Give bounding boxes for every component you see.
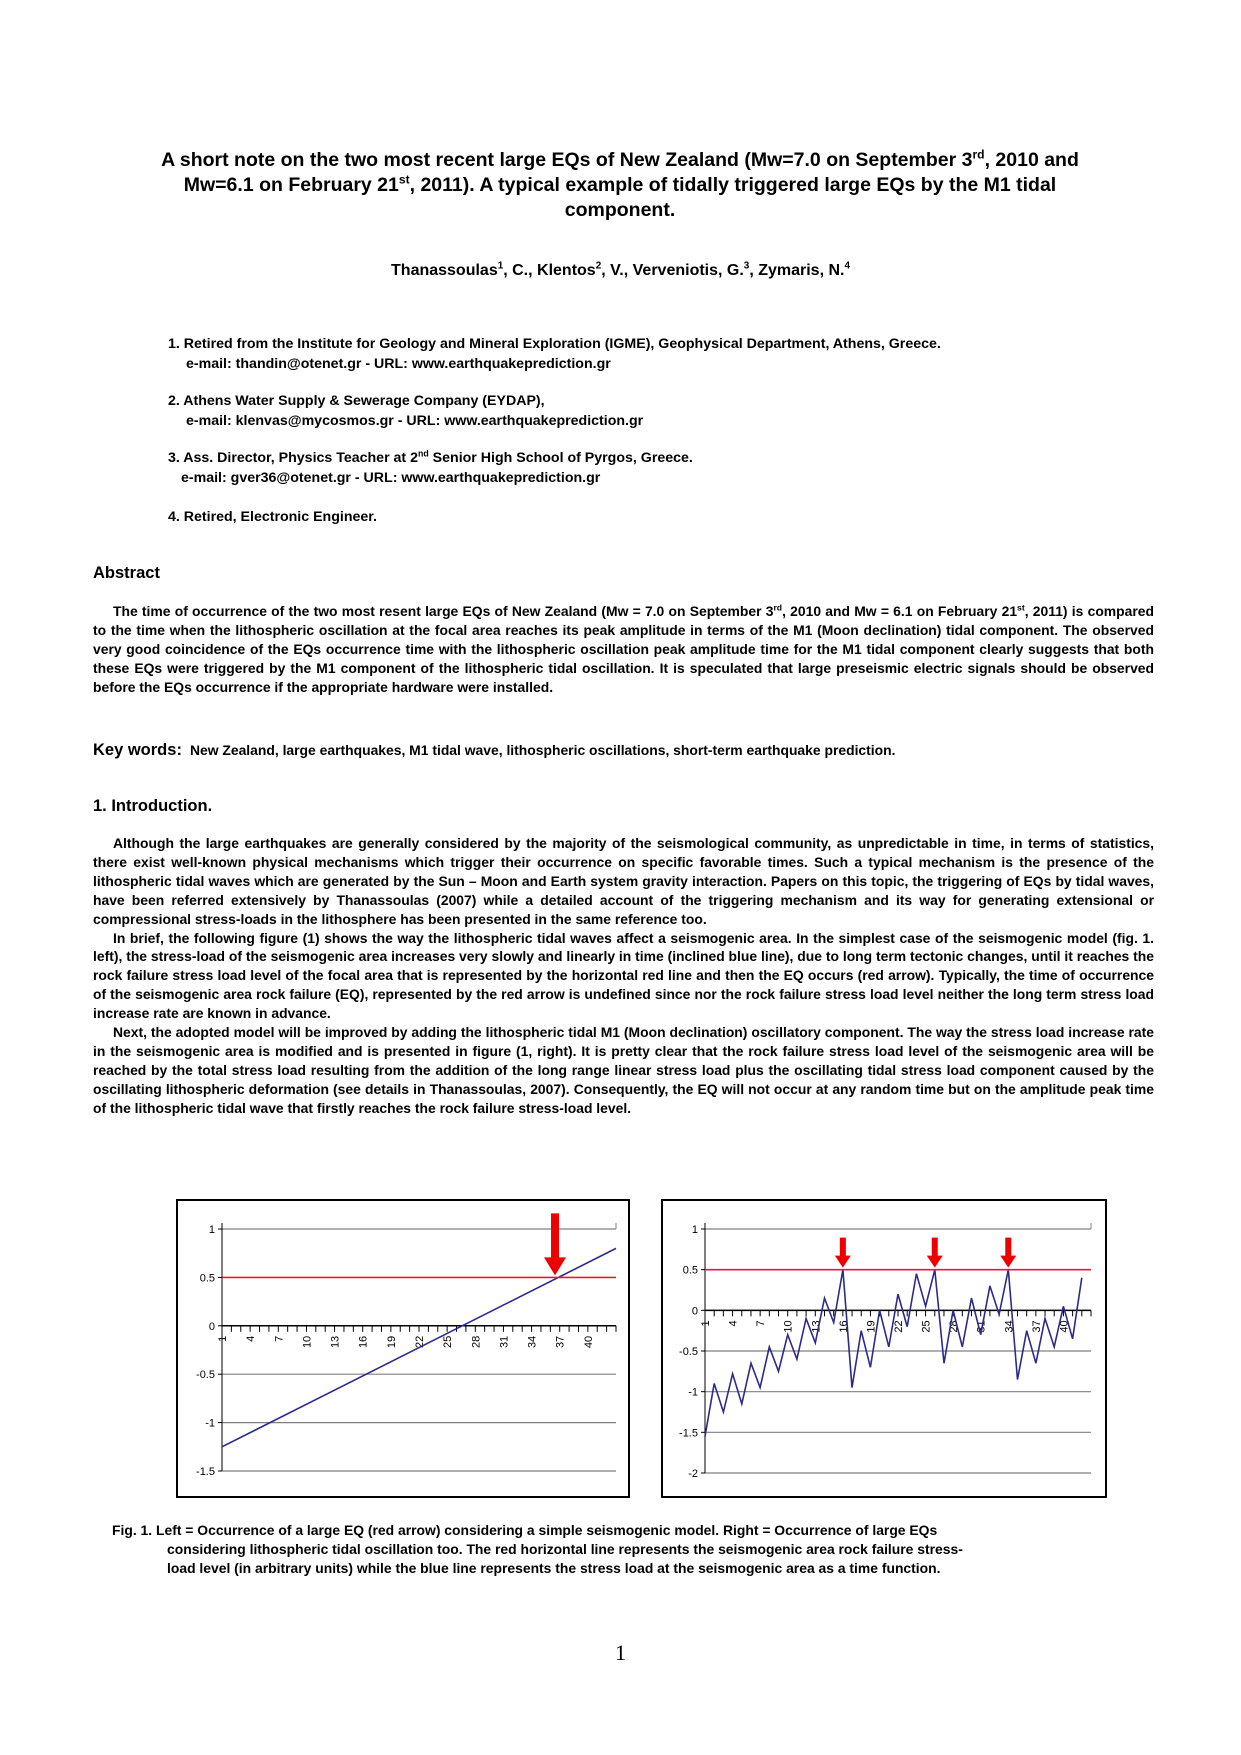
chart-left xyxy=(178,1201,628,1496)
x-tick-label: 28 xyxy=(948,1320,961,1333)
x-tick-label: 34 xyxy=(526,1335,539,1349)
x-tick-label: 19 xyxy=(865,1320,878,1333)
title-line-2: Mw=6.1 on February 21st, 2011). A typical example of tidally triggered large EQs by the M1 tidal xyxy=(183,172,1057,196)
x-tick-label: 4 xyxy=(245,1335,258,1342)
x-tick-label: 7 xyxy=(273,1335,286,1342)
title-line-1: A short note on the two most recent large EQs of New Zealand (Mw=7.0 on September 3rd, 2010 and xyxy=(161,147,1079,171)
y-tick-label: 1 xyxy=(691,1224,698,1236)
eq-arrow-1 xyxy=(544,1213,566,1275)
x-tick-label: 31 xyxy=(498,1335,511,1349)
title-line-3: component. xyxy=(564,199,676,221)
keywords-label: Key words: xyxy=(93,741,182,759)
x-tick-label: 28 xyxy=(470,1335,483,1349)
y-tick-label: -2 xyxy=(688,1468,698,1480)
affiliation-1: 1. Retired from the Institute for Geology and Mineral Exploration (IGME), Geophysical Department, Athens, Greece. e-mail: thandin@otenet.gr - URL: www.earthquakeprediction.gr xyxy=(168,334,1128,374)
y-tick-label: 1 xyxy=(208,1224,215,1236)
affiliation-2-contact[interactable]: e-mail: klenvas@mycosmos.gr - URL: www.earthquakeprediction.gr xyxy=(186,413,644,429)
page-number: 1 xyxy=(615,1640,626,1665)
affiliation-2: 2. Athens Water Supply & Sewerage Company (EYDAP), e-mail: klenvas@mycosmos.gr - URL: www.earthquakeprediction.gr xyxy=(168,391,1128,431)
introduction-heading: 1. Introduction. xyxy=(93,797,213,815)
x-tick-label: 16 xyxy=(357,1335,370,1349)
intro-paragraph-1: Although the large earthquakes are generally considered by the majority of the seismological community, as unpredictable in time, in terms of statistics, there exist well-known physical mechanisms which trigger their occurrence on specific favorable times. Such a typical mechanism is the presence of the lithospheric tidal waves which are generated by the Sun – Moon and Earth system gravity interaction. Papers on this topic, the triggering of EQs by tidal waves, have been referred extensively by Thanassoulas (2007) while a detailed account of the triggering mechanism and its way for generating extensional or compressional stress-loads in the lithosphere has been presented in the same reference too. xyxy=(93,835,1154,927)
stress-load-line xyxy=(705,1270,1082,1437)
y-tick-label: -1 xyxy=(205,1417,215,1430)
keywords-text: New Zealand, large earthquakes, M1 tidal wave, lithospheric oscillations, short-term earthquake prediction. xyxy=(189,742,896,758)
x-tick-label: 40 xyxy=(1058,1320,1071,1333)
abstract-heading: Abstract xyxy=(93,564,160,582)
x-tick-label: 34 xyxy=(1003,1320,1016,1333)
x-tick-label: 19 xyxy=(385,1335,398,1349)
intro-paragraph-3: Next, the adopted model will be improved by adding the lithospheric tidal M1 (Moon declination) oscillatory component. The way the stress load increase rate in the seismogenic area is modified and is presented in figure (1, right). It is pretty clear that the rock failure stress load level of the seismogenic area will be reached by the total stress load resulting from the addition of the long range linear stress load plus the oscillating tidal stress load component caused by the oscillating lithospheric deformation (see details in Thanassoulas, 2007). Consequently, the EQ will not occur at any random time but on the amplitude peak time of the lithospheric tidal wave that firstly reaches the rock failure stress-load level. xyxy=(93,1024,1154,1116)
y-tick-label: 0.5 xyxy=(199,1272,215,1285)
y-tick-label: 0 xyxy=(208,1320,215,1333)
x-tick-label: 31 xyxy=(975,1320,988,1333)
author-list: Thanassoulas$^1$, C., Klentos$^2$, V., Verveniotis, G.$^3$, Zymaris, N.$^4$ xyxy=(391,260,850,279)
eq-arrow-1 xyxy=(835,1238,851,1268)
figure-1-left xyxy=(176,1199,630,1498)
keywords xyxy=(93,741,895,760)
chart-right xyxy=(663,1201,1105,1496)
abstract-body: The time of occurrence of the two most resent large EQs of New Zealand (Mw = 7.0 on September 3rd, 2010 and Mw = 6.1 on February 21st, 2011) is compared to the time when the lithospheric oscillation at the focal area reaches its peak amplitude in terms of the M1 (Moon declination) tidal component. The observed very good coincidence of the EQs occurrence time with the lithospheric oscillation peak amplitude time for the M1 tidal component clearly suggests that both these EQs were triggered by the M1 component of the lithospheric tidal oscillation. It is speculated that large preseismic electric signals should be observed before the EQs occurrence if the appropriate hardware were installed. xyxy=(93,602,1154,695)
paper-title xyxy=(110,148,1130,223)
introduction-body xyxy=(93,834,1154,1118)
x-tick-label: 22 xyxy=(414,1335,426,1349)
x-tick-label: 13 xyxy=(329,1335,342,1349)
y-tick-label: 0.5 xyxy=(682,1264,698,1277)
intro-paragraph-2: In brief, the following figure (1) shows the way the lithospheric tidal waves affect a seismogenic area. In the simplest case of the seismogenic model (fig. 1. left), the stress-load of the seismogenic area increases very slowly and linearly in time (inclined blue line), due to long term tectonic changes, until it reaches the rock failure stress load level of the focal area that is represented by the horizontal red line and then the EQ occurs (red arrow). Typically, the time of occurrence of the seismogenic area rock failure (EQ), represented by the red arrow is undefined since nor the rock failure stress load level neither the long term stress load increase rate are known in advance. xyxy=(93,929,1154,1022)
y-tick-label: 0 xyxy=(691,1305,698,1318)
x-tick-label: 1 xyxy=(217,1335,229,1342)
eq-arrow-2 xyxy=(927,1238,943,1268)
x-tick-label: 1 xyxy=(700,1320,712,1327)
x-tick-label: 25 xyxy=(920,1320,933,1333)
x-tick-label: 10 xyxy=(301,1335,314,1349)
affiliation-3: 3. Ass. Director, Physics Teacher at 2nd Senior High School of Pyrgos, Greece. e-mail: gver36@otenet.gr - URL: www.earthquakeprediction.gr xyxy=(168,448,1128,488)
figure-1-right xyxy=(661,1199,1107,1498)
affiliation-1-contact[interactable]: e-mail: thandin@otenet.gr - URL: www.earthquakeprediction.gr xyxy=(186,356,611,372)
figure-caption: Fig. 1. Left = Occurrence of a large EQ (red arrow) considering a simple seismogenic model. Right = Occurrence of large EQs considering lithospheric tidal oscillation too. The red horizontal line represents the seismogenic area rock failure stress- load level (in arbitrary units) while the blue line represents the stress load at the seismogenic area as a time function. xyxy=(112,1522,963,1576)
x-tick-label: 25 xyxy=(442,1335,455,1349)
eq-arrow-3 xyxy=(1000,1238,1016,1268)
x-tick-label: 16 xyxy=(837,1320,850,1333)
x-tick-label: 4 xyxy=(727,1320,740,1327)
y-tick-label: -1.5 xyxy=(196,1466,215,1478)
affiliation-3-contact[interactable]: e-mail: gver36@otenet.gr - URL: www.earthquakeprediction.gr xyxy=(181,470,601,486)
affiliation-4: 4. Retired, Electronic Engineer. xyxy=(168,509,377,525)
y-tick-label: -0.5 xyxy=(679,1346,698,1358)
x-tick-label: 37 xyxy=(1030,1320,1043,1333)
x-tick-label: 40 xyxy=(582,1335,595,1349)
x-tick-label: 10 xyxy=(782,1320,795,1333)
x-tick-label: 37 xyxy=(554,1335,567,1349)
y-tick-label: -1.5 xyxy=(679,1427,698,1440)
y-tick-label: -1 xyxy=(688,1386,698,1399)
y-tick-label: -0.5 xyxy=(196,1369,215,1382)
x-tick-label: 22 xyxy=(893,1320,905,1333)
x-tick-label: 13 xyxy=(810,1320,823,1333)
x-tick-label: 7 xyxy=(755,1320,768,1327)
